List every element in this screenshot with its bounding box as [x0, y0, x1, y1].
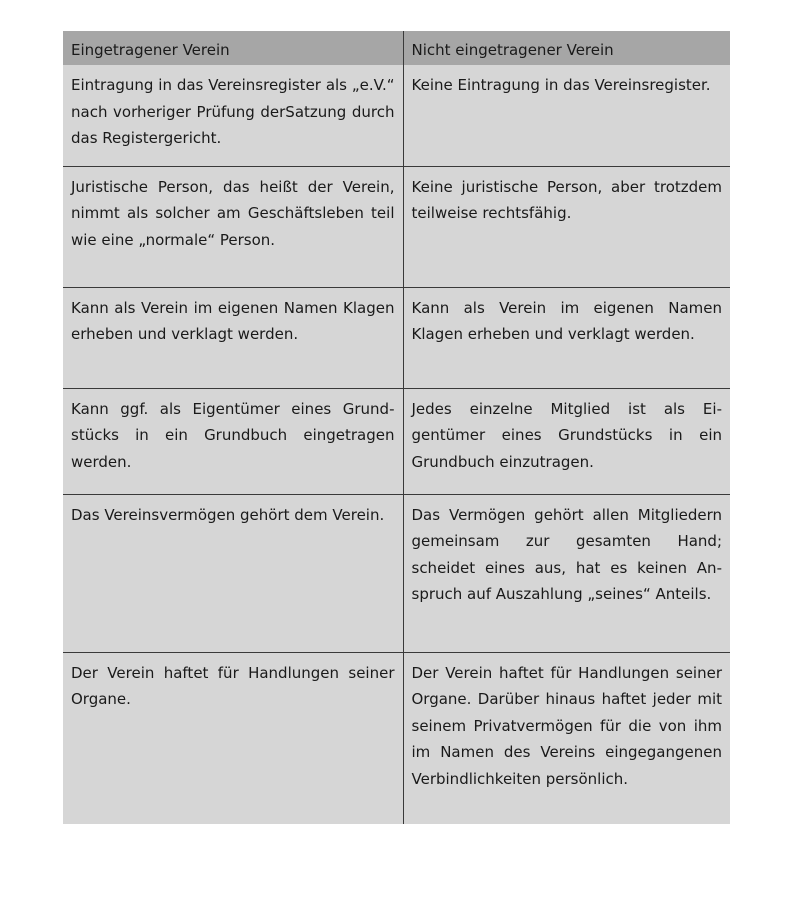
header-registered-association: Eingetragener Verein	[63, 31, 403, 65]
cell-text: Jedes einzelne Mitglied ist als Eigentümer eines Grundstücks in ein Grundbuch einzutragen.	[411, 399, 722, 471]
cell-text: Kann als Verein im eigenen Namen Klagen erheben und verklagt werden.	[411, 298, 722, 343]
table-cell-left	[63, 652, 403, 824]
table-cell-right	[403, 388, 730, 494]
table-cell-left	[63, 287, 403, 388]
cell-text: Eintragung in das Vereinsregister als „e.V.“ nach vorheriger Prüfung derSatzung durch das Registergericht.	[71, 76, 395, 147]
cell-text: Das Vereinsvermögen gehört dem Verein.	[71, 505, 385, 524]
cell-text: Kann ggf. als Eigentümer eines Grundstücks in ein Grundbuch eingetragen werden.	[71, 399, 395, 471]
table-cell-right	[403, 494, 730, 652]
header-unregistered-association: Nicht eingetragener Verein	[403, 31, 730, 65]
table-row	[63, 388, 730, 494]
cell-text: Der Verein haftet für Handlungen seiner Organe. Darüber hinaus haftet jeder mit seinem Privatvermögen für die von ihm im Namen des Vereins eingegangenen Verbindlichkeiten persönlich.	[411, 663, 722, 788]
table-cell-right	[403, 652, 730, 824]
table-cell-right	[403, 65, 730, 166]
table-row	[63, 65, 730, 166]
table-cell-right	[403, 287, 730, 388]
cell-text: Keine Eintragung in das Vereinsregister.	[411, 76, 711, 94]
table-row	[63, 287, 730, 388]
cell-text: Keine juristische Person, aber trotzdem teilweise rechtsfähig.	[411, 177, 722, 222]
table-cell-left	[63, 494, 403, 652]
table-row	[63, 166, 730, 287]
table-cell-left	[63, 65, 403, 166]
table-header-row	[63, 31, 730, 65]
cell-text: Kann als Verein im eigenen Namen Klagen erheben und verklagt werden.	[71, 298, 395, 343]
table-row	[63, 494, 730, 652]
cell-text: Der Verein haftet für Handlungen seiner Organe.	[71, 663, 395, 708]
cell-text: Das Vermögen gehört allen Mitgliedern gemeinsam zur gesamten Hand; scheidet eines aus, hat es keinen Anspruch auf Auszahlung „seines“ Anteils.	[411, 505, 722, 603]
comparison-table	[63, 31, 730, 824]
table-cell-left	[63, 166, 403, 287]
table-row	[63, 652, 730, 824]
table-cell-left	[63, 388, 403, 494]
table-cell-right	[403, 166, 730, 287]
cell-text: Juristische Person, das heißt der Verein, nimmt als solcher am Geschäftsleben teil wie eine „normale“ Person.	[71, 177, 395, 249]
